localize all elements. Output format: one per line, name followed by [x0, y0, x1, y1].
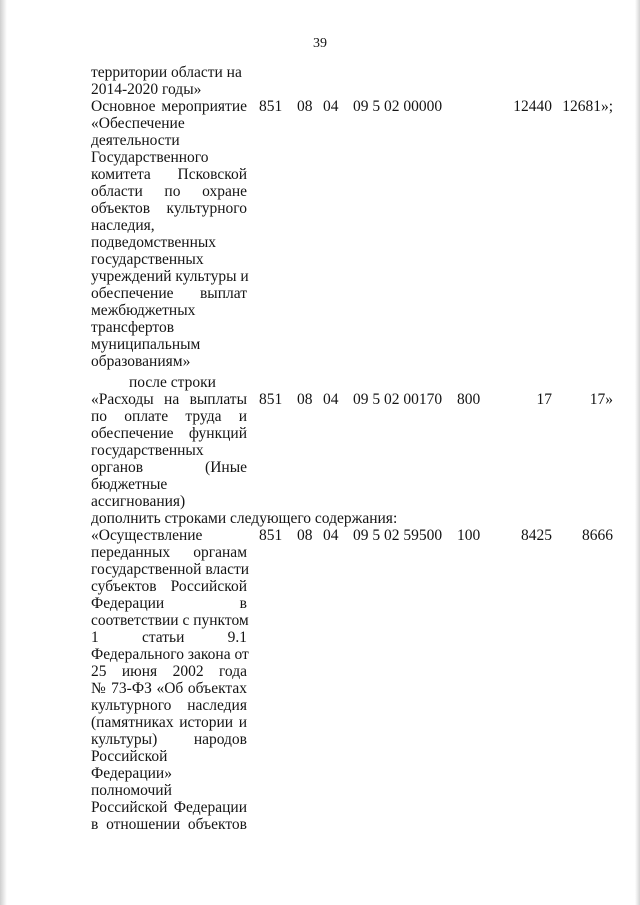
description-line: трансфертов	[91, 319, 175, 336]
instruction-after-row: после строки	[129, 374, 216, 391]
description-line: области по охране	[91, 183, 247, 200]
description-line: 1 статьи 9.1	[91, 629, 247, 646]
amount-first-year: 17	[536, 391, 552, 408]
description-line: Федерации»	[91, 765, 172, 782]
ministry-code: 851	[259, 527, 283, 544]
row-description	[91, 98, 247, 370]
description-line: учреждений культуры и	[91, 268, 249, 285]
description-line: бюджетные	[91, 476, 168, 493]
description-line: Российской	[91, 748, 168, 765]
section-code: 08	[297, 98, 313, 115]
description-line: в отношении объектов	[91, 816, 247, 833]
page-number: 39	[313, 36, 327, 51]
section-code: 08	[297, 391, 313, 408]
description-line: образованиям»	[91, 353, 191, 370]
description-line: Российской Федерации	[91, 799, 247, 816]
row-description	[91, 391, 247, 510]
description-line: культуры) народов	[91, 731, 247, 748]
description-line: ассигнования)	[91, 493, 186, 510]
ministry-code: 851	[259, 98, 283, 115]
description-line: «Расходы на выплаты	[91, 391, 247, 408]
target-article-code: 09 5 02 00000	[353, 98, 443, 115]
description-line: Федерации в	[91, 595, 247, 612]
ministry-code: 851	[259, 391, 283, 408]
description-line: переданных органам	[91, 544, 247, 561]
description-line: Федерального закона от	[91, 646, 249, 663]
section-code: 08	[297, 527, 313, 544]
description-line: № 73-ФЗ «Об объектах	[91, 680, 247, 697]
description-line: Государственного	[91, 149, 209, 166]
description-line: обеспечение выплат	[91, 285, 247, 302]
scan-edge-right	[635, 0, 640, 905]
description-line: «Обеспечение	[91, 115, 185, 132]
description-line: по оплате труда и	[91, 408, 247, 425]
row-description	[91, 527, 250, 833]
description-line: наследия,	[91, 217, 155, 234]
description-line: комитета Псковской	[91, 166, 247, 183]
description-line: объектов культурного	[91, 200, 247, 217]
description-line: межбюджетных	[91, 302, 196, 319]
description-line: Основное мероприятие	[91, 98, 247, 115]
amount-first-year: 12440	[513, 98, 552, 115]
description-line: обеспечение функций	[91, 425, 247, 442]
description-line: государственной власти	[91, 561, 250, 578]
expense-type-code: 800	[457, 391, 481, 408]
target-article-code: 09 5 02 00170	[353, 391, 443, 408]
expense-type-code: 100	[457, 527, 481, 544]
amount-first-year: 8425	[521, 527, 552, 544]
description-line: муниципальным	[91, 336, 201, 353]
description-line: органов (Иные	[91, 459, 247, 476]
description-line: государственных	[91, 442, 204, 459]
preceding-text: территории области на 2014-2020 годы»	[91, 64, 242, 98]
description-line: культурного наследия	[91, 697, 247, 714]
description-line: субъектов Российской	[91, 578, 247, 595]
target-article-code: 09 5 02 59500	[353, 527, 443, 544]
instruction-add-rows: дополнить строками следующего содержания:	[91, 510, 398, 527]
amount-second-year: 17»	[589, 391, 613, 408]
description-line: государственных	[91, 251, 204, 268]
description-line: полномочий	[91, 782, 172, 799]
subsection-code: 04	[323, 391, 339, 408]
amount-second-year: 8666	[582, 527, 613, 544]
description-line: соответствии с пунктом	[91, 612, 249, 629]
subsection-code: 04	[323, 98, 339, 115]
scan-edge-left	[0, 0, 7, 905]
description-line: 25 июня 2002 года	[91, 663, 247, 680]
description-line: (памятниках истории и	[91, 714, 247, 731]
description-line: деятельности	[91, 132, 180, 149]
subsection-code: 04	[323, 527, 339, 544]
description-line: подведомственных	[91, 234, 217, 251]
description-line: «Осуществление	[91, 527, 203, 544]
amount-second-year: 12681»;	[562, 98, 613, 115]
